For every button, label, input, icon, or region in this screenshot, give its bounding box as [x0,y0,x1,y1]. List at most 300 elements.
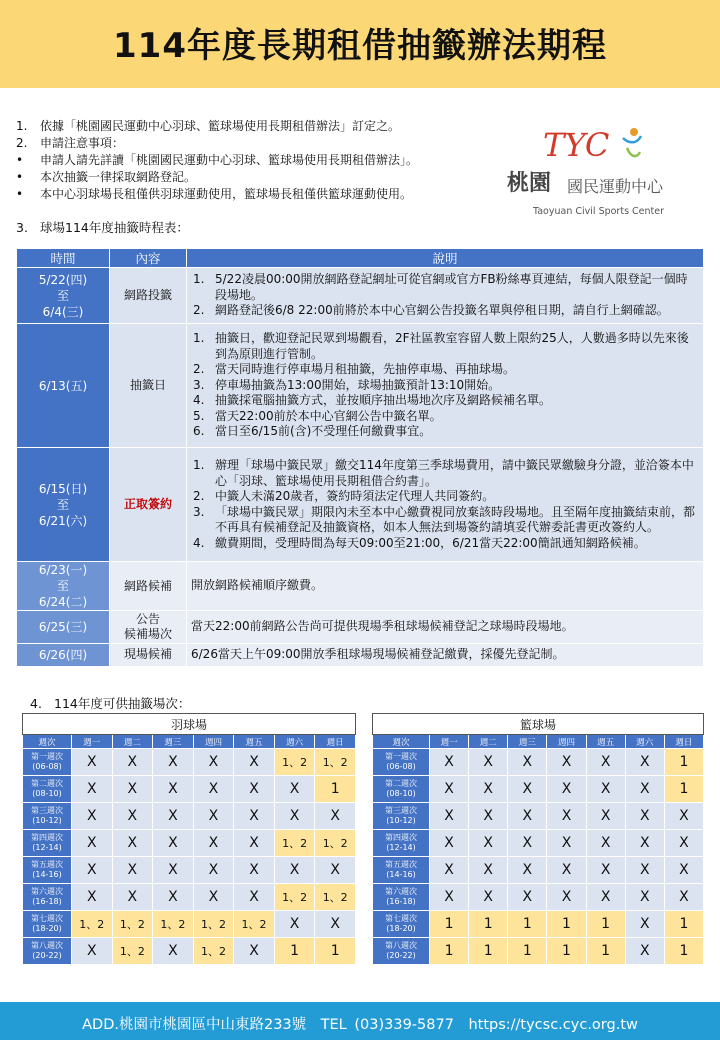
content-line: 網路候補 [123,578,172,593]
available-cell: 1 [586,911,625,938]
slot-row [23,830,356,857]
slot-time: (16-18) [386,897,416,906]
available-cell: 1 [664,938,703,965]
unavailable-cell: X [469,749,508,776]
desc-number: 6. [193,424,205,439]
schedule-desc [187,562,704,611]
slot-label [23,830,72,857]
unavailable-cell: X [112,803,153,830]
available-cell: 1 [469,911,508,938]
logo-english: Taoyuan Civil Sports Center [533,206,665,217]
slot-label [23,749,72,776]
slot-time: (14-16) [386,870,416,879]
slot-time: (06-08) [386,762,416,771]
unavailable-cell: X [72,776,113,803]
available-cell: 1、2 [112,911,153,938]
unavailable-cell: X [469,776,508,803]
desc-text: 當天22:00前於本中心官網公告中籤名單。 [215,408,442,423]
time-line: 6/21(六) [38,513,88,528]
time-line: 6/23(一) [38,563,88,577]
available-cell: 1、2 [193,938,234,965]
slot-label [373,938,430,965]
unavailable-cell: X [72,803,113,830]
available-cell: 1 [508,911,547,938]
unavailable-cell: X [430,830,469,857]
unavailable-cell: X [193,884,234,911]
desc-text: 辦理「球場中籤民眾」繳交114年度第三季球場費用，請中籤民眾繳驗身分證，並洽簽本中心「羽球、籃球場使用長期租借合約書」。 [215,458,694,488]
desc-number: 1. [193,272,205,287]
unavailable-cell: X [153,803,194,830]
unavailable-cell: X [193,857,234,884]
desc-text: 當天22:00前網路公告尚可提供現場季租球場候補登記之球場時段場地。 [191,619,574,634]
day-header: 週三 [508,735,547,749]
available-cell: 1、2 [193,911,234,938]
unavailable-cell: X [547,830,586,857]
schedule-content [110,268,187,324]
slot-row [373,776,704,803]
time-line: 6/24(二) [38,595,88,609]
desc-item [191,393,697,409]
slot-time: (10-12) [386,816,416,825]
desc-number: 1. [193,458,205,472]
desc-item [191,303,697,319]
slot-row [373,938,704,965]
intro-marker: • [16,187,24,201]
desc-number: 3. [193,377,205,392]
schedule-content [110,562,187,611]
slot-name: 第二週次 [31,779,63,788]
slot-time: (06-08) [32,762,62,771]
unavailable-cell: X [72,938,113,965]
unavailable-cell: X [586,857,625,884]
intro-item [16,118,516,135]
slot-row [373,803,704,830]
unavailable-cell: X [193,776,234,803]
schedule-table [16,248,704,667]
unavailable-cell: X [508,884,547,911]
schedule-desc [187,611,704,644]
unavailable-cell: X [664,857,703,884]
day-header: 週二 [469,735,508,749]
unavailable-cell: X [234,938,275,965]
desc-text: 開放網路候補順序繳費。 [191,578,324,593]
intro-item [16,135,516,152]
slot-name: 第一週次 [385,752,417,761]
unavailable-cell: X [112,776,153,803]
slot-row [23,776,356,803]
available-cell: 1 [664,911,703,938]
slot-name: 第五週次 [385,860,417,869]
desc-number: 1. [193,331,205,346]
badminton-slot-table [22,713,356,965]
schedule-time [17,324,110,448]
available-cell: 1 [664,776,703,803]
unavailable-cell: X [547,776,586,803]
intro-item [16,152,516,169]
court-title-row [373,714,704,735]
available-cell: 1 [586,938,625,965]
schedule-row [17,562,704,611]
unavailable-cell: X [72,749,113,776]
unavailable-cell: X [193,830,234,857]
unavailable-cell: X [153,776,194,803]
day-header: 週六 [625,735,664,749]
available-cell: 1 [430,938,469,965]
available-cell: 1、2 [153,911,194,938]
unavailable-cell: X [193,749,234,776]
unavailable-cell: X [625,803,664,830]
slot-label [23,884,72,911]
slot-label [373,911,430,938]
slot-label [23,776,72,803]
unavailable-cell: X [153,749,194,776]
unavailable-cell: X [469,803,508,830]
schedule-row [17,448,704,562]
unavailable-cell: X [153,857,194,884]
desc-text: 「球場中籤民眾」期限內未至本中心繳費視同放棄該時段場地。且至隔年度抽籤結束前，都不再具有候補登記及抽籤資格，如本人無法到場簽約請填妥代辦委託書更改簽約人。 [215,504,696,534]
content-line: 候補場次 [123,627,172,641]
desc-text: 中籤人未滿20歲者，簽約時須法定代理人共同簽約。 [215,489,495,503]
time-line: 至 [56,497,69,512]
available-cell: 1 [315,776,356,803]
unavailable-cell: X [234,803,275,830]
unavailable-cell: X [153,884,194,911]
desc-item [191,647,697,663]
unavailable-cell: X [315,803,356,830]
unavailable-cell: X [625,830,664,857]
logo-name: 桃園 [507,170,552,196]
schedule-content [110,611,187,644]
schedule-desc [187,448,704,562]
logo-art-text: TYC [543,126,610,164]
available-cell: 1、2 [234,911,275,938]
title-banner [0,0,720,88]
slot-name: 第二週次 [385,779,417,788]
unavailable-cell: X [547,803,586,830]
desc-item [191,458,697,489]
slot-name: 第一週次 [31,752,63,761]
page-title: 114年度長期租借抽籤辦法期程 [113,26,607,66]
desc-item [191,331,697,362]
day-header-row [373,735,704,749]
schedule-content [110,448,187,562]
day-header: 週五 [586,735,625,749]
slot-time: (14-16) [32,870,62,879]
intro-text: 申請人請先詳讀「桃園國民運動中心羽球、籃球場使用長期租借辦法」。 [40,153,419,167]
slot-label [373,776,430,803]
unavailable-cell: X [547,857,586,884]
unavailable-cell: X [586,803,625,830]
slot-row [373,884,704,911]
available-cell: 1、2 [274,884,315,911]
unavailable-cell: X [234,749,275,776]
desc-text: 5/22凌晨00:00開放網路登記網址可從官網或官方FB粉絲專頁連結，每個人限登記一個時段場地。 [215,272,688,302]
content-line: 正取簽約 [123,497,172,511]
basketball-slot-table [372,713,704,965]
unavailable-cell: X [72,884,113,911]
schedule-time [17,611,110,644]
unavailable-cell: X [112,830,153,857]
unavailable-cell: X [625,938,664,965]
desc-number: 2. [193,362,205,377]
desc-text: 當天同時進行停車場月租抽籤，先抽停車場、再抽球場。 [215,362,516,377]
desc-number: 3. [193,504,205,519]
time-line: 6/15(日) [38,481,88,496]
slot-name: 第五週次 [31,860,63,869]
footer-bar [0,1002,720,1040]
unavailable-cell: X [664,803,703,830]
available-cell: 1 [274,938,315,965]
unavailable-cell: X [586,749,625,776]
desc-text: 繳費期間，受理時間為每天09:00至21:00，6/21當天22:00簡訊通知網路候補。 [215,535,646,550]
slot-time: (10-12) [32,816,62,825]
schedule-content [110,644,187,667]
slot-name: 第四週次 [31,833,63,842]
unavailable-cell: X [274,776,315,803]
schedule-content [110,324,187,448]
unavailable-cell: X [234,776,275,803]
time-line: 6/4(三) [42,304,84,319]
unavailable-cell: X [586,776,625,803]
slot-label [23,911,72,938]
slot-name: 第八週次 [31,941,63,950]
intro-marker: • [16,153,24,167]
slot-row [23,857,356,884]
intro-item [16,186,516,203]
schedule-desc [187,268,704,324]
available-cell: 1 [547,938,586,965]
court-title-row [23,714,356,735]
section-4-heading: 4. 114年度可供抽籤場次： [30,696,191,711]
unavailable-cell: X [430,803,469,830]
unavailable-cell: X [274,857,315,884]
desc-number: 2. [193,303,205,318]
slot-row [23,938,356,965]
slot-label [373,857,430,884]
desc-number: 4. [193,393,205,408]
unavailable-cell: X [430,857,469,884]
slot-row [23,911,356,938]
slot-label [373,749,430,776]
slot-label [373,830,430,857]
day-header: 週日 [315,735,356,749]
unavailable-cell: X [508,803,547,830]
unavailable-cell: X [469,857,508,884]
day-header: 週三 [153,735,194,749]
unavailable-cell: X [112,857,153,884]
slot-name: 第四週次 [385,833,417,842]
intro-text: 本次抽籤一律採取網路登記。 [40,170,197,184]
slot-time: (16-18) [32,897,62,906]
unavailable-cell: X [508,776,547,803]
unavailable-cell: X [664,830,703,857]
available-cell: 1、2 [274,830,315,857]
desc-text: 抽籤採電腦抽籤方式，並按順序抽出場地次序及網路候補名單。 [215,393,552,408]
intro-text: 本中心羽球場長租僅供羽球運動使用，籃球場長租僅供籃球運動使用。 [40,187,413,201]
unavailable-cell: X [625,749,664,776]
available-cell: 1、2 [112,938,153,965]
court-title: 羽球場 [23,714,356,735]
time-line: 6/25(三) [38,620,88,634]
schedule-time [17,448,110,562]
day-header: 週日 [664,735,703,749]
unavailable-cell: X [153,938,194,965]
unavailable-cell: X [112,749,153,776]
intro-item [16,169,516,186]
slot-time: (20-22) [386,951,416,960]
slot-time: (20-22) [32,951,62,960]
time-line: 6/26(四) [38,647,88,662]
desc-text: 當日至6/15前(含)不受理任何繳費事宜。 [215,424,432,439]
slot-name: 第六週次 [31,887,63,896]
logo [505,122,705,222]
intro-marker: 1. [16,119,28,133]
desc-number: 2. [193,489,205,503]
desc-number: 5. [193,408,205,423]
desc-item [191,578,697,594]
day-header: 週四 [547,735,586,749]
unavailable-cell: X [469,884,508,911]
schedule-row [17,324,704,448]
col-time: 時間 [17,249,110,268]
slot-time: (12-14) [386,843,416,852]
slot-name: 第八週次 [385,941,417,950]
unavailable-cell: X [274,803,315,830]
schedule-row [17,268,704,324]
slot-time: (18-20) [32,924,62,933]
unavailable-cell: X [625,911,664,938]
slot-name: 第七週次 [385,914,417,923]
unavailable-cell: X [508,857,547,884]
day-header: 週一 [430,735,469,749]
day-header-row [23,735,356,749]
content-line: 現場候補 [123,647,172,662]
unavailable-cell: X [430,776,469,803]
slot-label [23,803,72,830]
day-header: 週二 [112,735,153,749]
unavailable-cell: X [153,830,194,857]
slot-row [373,911,704,938]
slot-name: 第六週次 [385,887,417,896]
unavailable-cell: X [586,884,625,911]
unavailable-cell: X [430,749,469,776]
slot-time: (08-10) [386,789,416,798]
available-cell: 1 [315,938,356,965]
col-desc: 說明 [187,249,704,268]
slot-row [373,830,704,857]
available-cell: 1、2 [315,884,356,911]
available-cell: 1、2 [274,749,315,776]
col-content: 內容 [110,249,187,268]
available-cell: 1 [547,911,586,938]
unavailable-cell: X [586,830,625,857]
day-header: 週四 [193,735,234,749]
unavailable-cell: X [72,857,113,884]
court-title: 籃球場 [373,714,704,735]
unavailable-cell: X [315,911,356,938]
available-cell: 1、2 [315,749,356,776]
slot-row [373,749,704,776]
unavailable-cell: X [72,830,113,857]
time-line: 6/13(五) [38,378,88,393]
day-header: 週六 [274,735,315,749]
desc-text: 停車場抽籤為13:00開始，球場抽籤預計13:10開始。 [215,377,501,392]
desc-item [191,536,697,552]
desc-number: 4. [193,535,205,550]
slot-time: (08-10) [32,789,62,798]
slot-name: 第三週次 [31,806,63,815]
intro-marker: 2. [16,136,28,150]
unavailable-cell: X [469,830,508,857]
unavailable-cell: X [664,884,703,911]
desc-item [191,409,697,425]
schedule-time [17,268,110,324]
slot-row [23,749,356,776]
schedule-desc [187,644,704,667]
desc-item [191,619,697,635]
intro-list [16,118,516,203]
unavailable-cell: X [508,749,547,776]
unavailable-cell: X [274,911,315,938]
slot-time: (12-14) [32,843,62,852]
footer-contact: ADD.桃園市桃園區中山東路233號 TEL (03)339-5877 https://tycsc.cyc.org.tw [82,1017,638,1033]
time-line: 5/22(四) [38,272,88,287]
desc-item [191,489,697,505]
slot-row [23,803,356,830]
slot-name: 第三週次 [385,806,417,815]
desc-item [191,424,697,440]
unavailable-cell: X [508,830,547,857]
available-cell: 1、2 [315,830,356,857]
slot-header: 週次 [23,735,72,749]
day-header: 週五 [234,735,275,749]
desc-item [191,505,697,536]
slot-label [373,803,430,830]
time-line: 至 [56,579,69,593]
schedule-header-row [17,249,704,268]
intro-text: 申請注意事項： [40,136,125,150]
unavailable-cell: X [315,857,356,884]
schedule-time [17,644,110,667]
desc-item [191,378,697,394]
tyc-logo-icon [537,122,647,166]
slot-row [23,884,356,911]
unavailable-cell: X [547,749,586,776]
content-line: 抽籤日 [129,378,166,392]
slot-row [373,857,704,884]
unavailable-cell: X [625,884,664,911]
available-cell: 1、2 [72,911,113,938]
unavailable-cell: X [430,884,469,911]
schedule-desc [187,324,704,448]
schedule-row [17,644,704,667]
intro-marker: • [16,170,24,184]
available-cell: 1 [469,938,508,965]
unavailable-cell: X [625,776,664,803]
desc-item [191,272,697,303]
slot-header: 週次 [373,735,430,749]
available-cell: 1 [508,938,547,965]
slot-label [373,884,430,911]
slot-label [23,938,72,965]
section-3-heading: 3. 球場114年度抽籤時程表： [16,220,189,235]
unavailable-cell: X [112,884,153,911]
unavailable-cell: X [193,803,234,830]
content-line: 網路投籤 [123,288,172,302]
available-cell: 1 [664,749,703,776]
schedule-row [17,611,704,644]
slot-name: 第七週次 [31,914,63,923]
